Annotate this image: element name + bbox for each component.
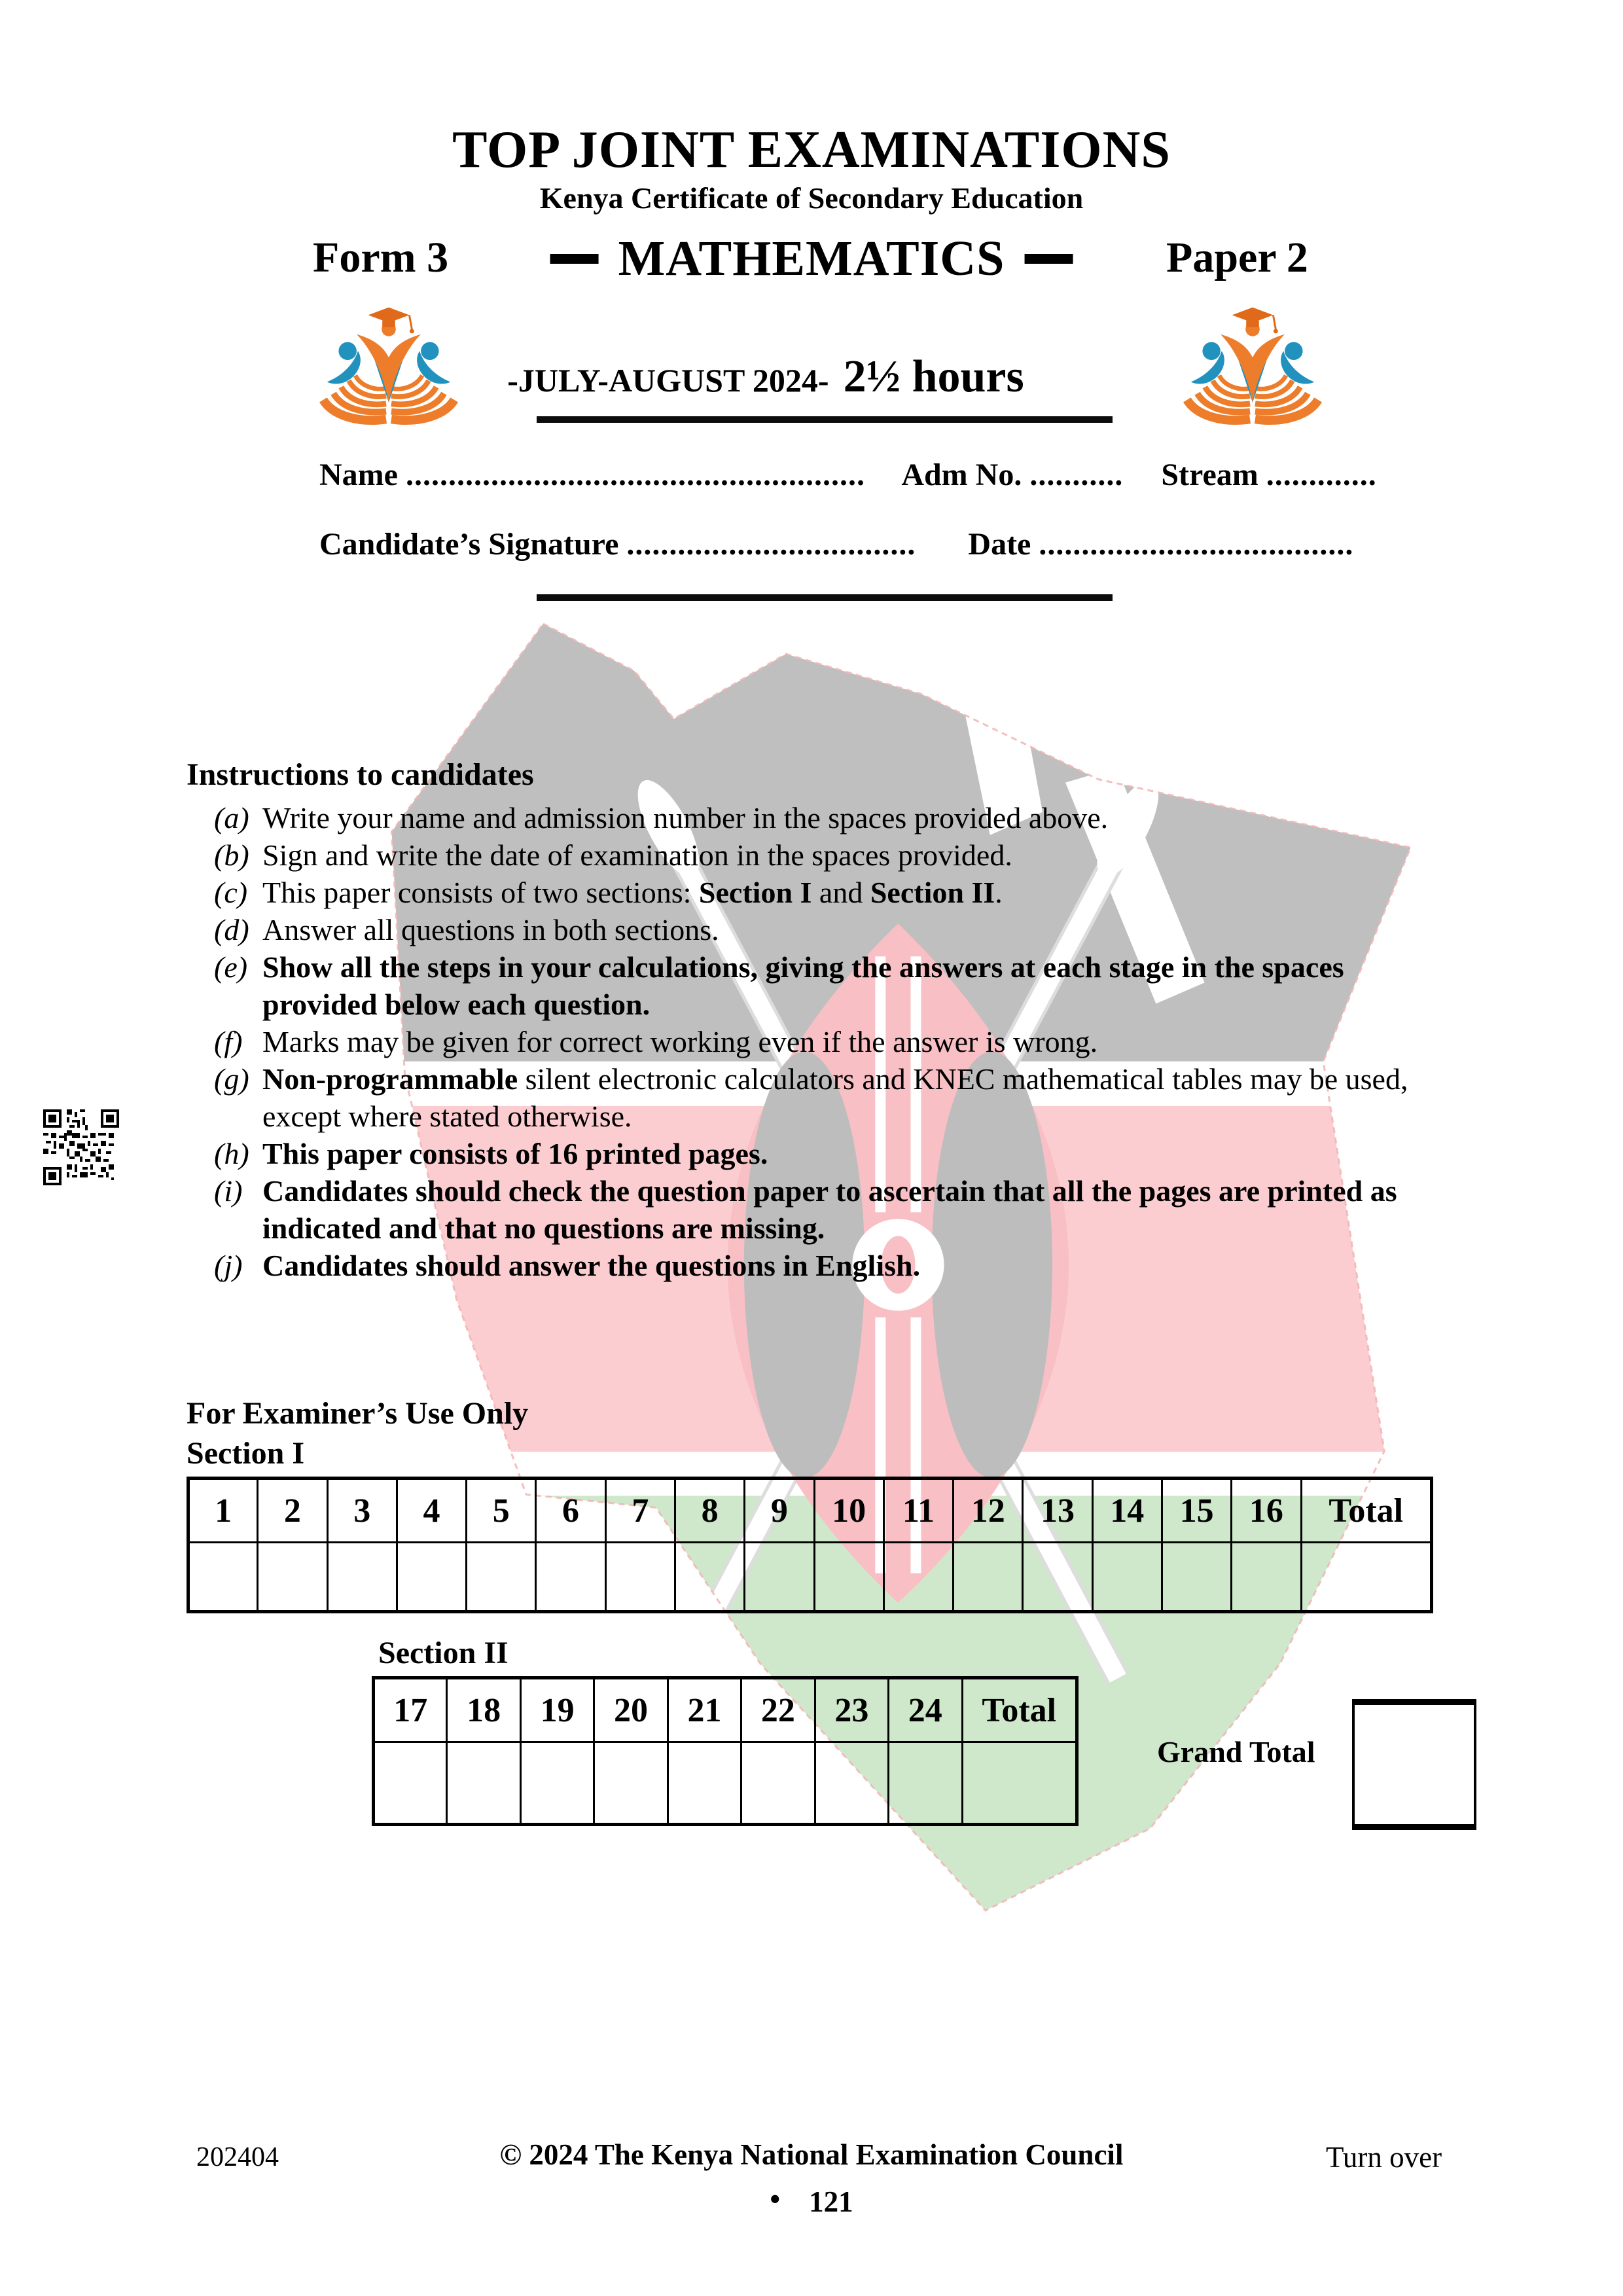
item-letter: (b)	[214, 838, 249, 872]
divider-top	[537, 416, 1113, 423]
candidate-signature-row	[319, 526, 1432, 562]
exam-duration: 2½ hours	[843, 351, 1024, 402]
candidate-identity-row	[319, 457, 1432, 493]
instructions-list	[187, 799, 1436, 1284]
item-letter: (f)	[214, 1025, 243, 1058]
form-level: Form 3	[313, 234, 449, 281]
examiner-section	[187, 1395, 1436, 1613]
instruction-item: (j) Candidates should answer the questions in English.	[187, 1247, 1436, 1284]
instructions-title: Instructions to candidates	[187, 757, 534, 792]
divider-bottom	[537, 594, 1113, 601]
instructions-section	[187, 757, 1436, 1284]
left-dash	[550, 254, 599, 264]
qr-code	[43, 1109, 119, 1185]
instruction-item: (f) Marks may be given for correct working even if the answer is wrong.	[187, 1023, 1436, 1060]
right-dash	[1024, 254, 1073, 264]
subject-title: MATHEMATICS	[618, 231, 1005, 286]
adm-no-label: Adm No.	[901, 457, 1022, 492]
item-letter: (e)	[214, 950, 248, 984]
turn-over-note: Turn over	[1326, 2141, 1442, 2174]
instruction-item: (b) Sign and write the date of examination in the spaces provided.	[187, 836, 1436, 874]
item-letter: (c)	[214, 876, 248, 909]
copyright-notice: © 2024 The Kenya National Examination Council	[499, 2138, 1124, 2171]
date-field: .....................................	[1039, 527, 1354, 562]
name-label: Name	[319, 457, 398, 492]
school-logo-left	[318, 292, 459, 433]
name-field: ......................................................	[405, 457, 865, 492]
grand-total-box	[1352, 1699, 1476, 1830]
instruction-item: (e) Show all the steps in your calculations, giving the answers at each stage in the spaces provided below each question.	[187, 948, 1436, 1023]
adm-no-field: ...........	[1029, 457, 1124, 492]
instruction-item: (c) This paper consists of two sections: Section I and Section II.	[187, 874, 1436, 911]
instruction-item: (g) Non-programmable silent electronic calculators and KNEC mathematical tables may be used, except where stated otherwise.	[187, 1060, 1436, 1135]
paper-number: Paper 2	[1166, 234, 1308, 281]
stream-field: .............	[1266, 457, 1377, 492]
item-letter: (g)	[214, 1062, 249, 1096]
page-number: 121	[809, 2185, 853, 2218]
date-label: Date	[968, 527, 1031, 562]
item-letter: (j)	[214, 1249, 243, 1282]
item-letter: (a)	[214, 801, 249, 834]
signature-field: ..................................	[626, 527, 916, 562]
table-marks-row	[188, 1543, 1432, 1612]
table-header-row: 17 18 19 20 21 22 23 24 Total	[374, 1678, 1077, 1742]
signature-label: Candidate’s Signature	[319, 527, 619, 562]
exam-session-row	[507, 351, 1024, 403]
instruction-item: (a) Write your name and admission number in the spaces provided above.	[187, 799, 1436, 836]
section1-label: Section I	[187, 1436, 304, 1471]
page-subtitle: Kenya Certificate of Secondary Education	[539, 181, 1084, 215]
item-letter: (d)	[214, 913, 249, 946]
page-number-row	[0, 2185, 1623, 2219]
stream-label: Stream	[1161, 457, 1258, 492]
section2-block	[372, 1635, 1079, 1826]
item-letter: (h)	[214, 1137, 249, 1170]
table-header-row: 1 2 3 4 5 6 7 8 9 10 11 12 13 14 15 16 Total	[188, 1479, 1432, 1543]
subject-row	[550, 230, 1073, 287]
item-letter: (i)	[214, 1174, 243, 1208]
grand-total-label: Grand Total	[1157, 1735, 1315, 1768]
section2-label: Section II	[378, 1636, 508, 1670]
school-logo-right	[1182, 292, 1323, 433]
page-title: TOP JOINT EXAMINATIONS	[452, 121, 1171, 179]
examiner-title: For Examiner’s Use Only	[187, 1396, 529, 1431]
exam-session: -JULY-AUGUST 2024-	[507, 362, 829, 399]
section2-marks-table	[372, 1676, 1079, 1826]
instruction-item: (d) Answer all questions in both sections.	[187, 911, 1436, 948]
table-marks-row	[374, 1742, 1077, 1825]
section1-marks-table	[187, 1477, 1433, 1613]
instruction-item: (i) Candidates should check the question paper to ascertain that all the pages are printed as indicated and that no questions are missing.	[187, 1172, 1436, 1247]
paper-code: 202404	[196, 2142, 279, 2172]
instruction-item: (h) This paper consists of 16 printed pages.	[187, 1135, 1436, 1172]
bullet-icon: •	[770, 2183, 781, 2215]
